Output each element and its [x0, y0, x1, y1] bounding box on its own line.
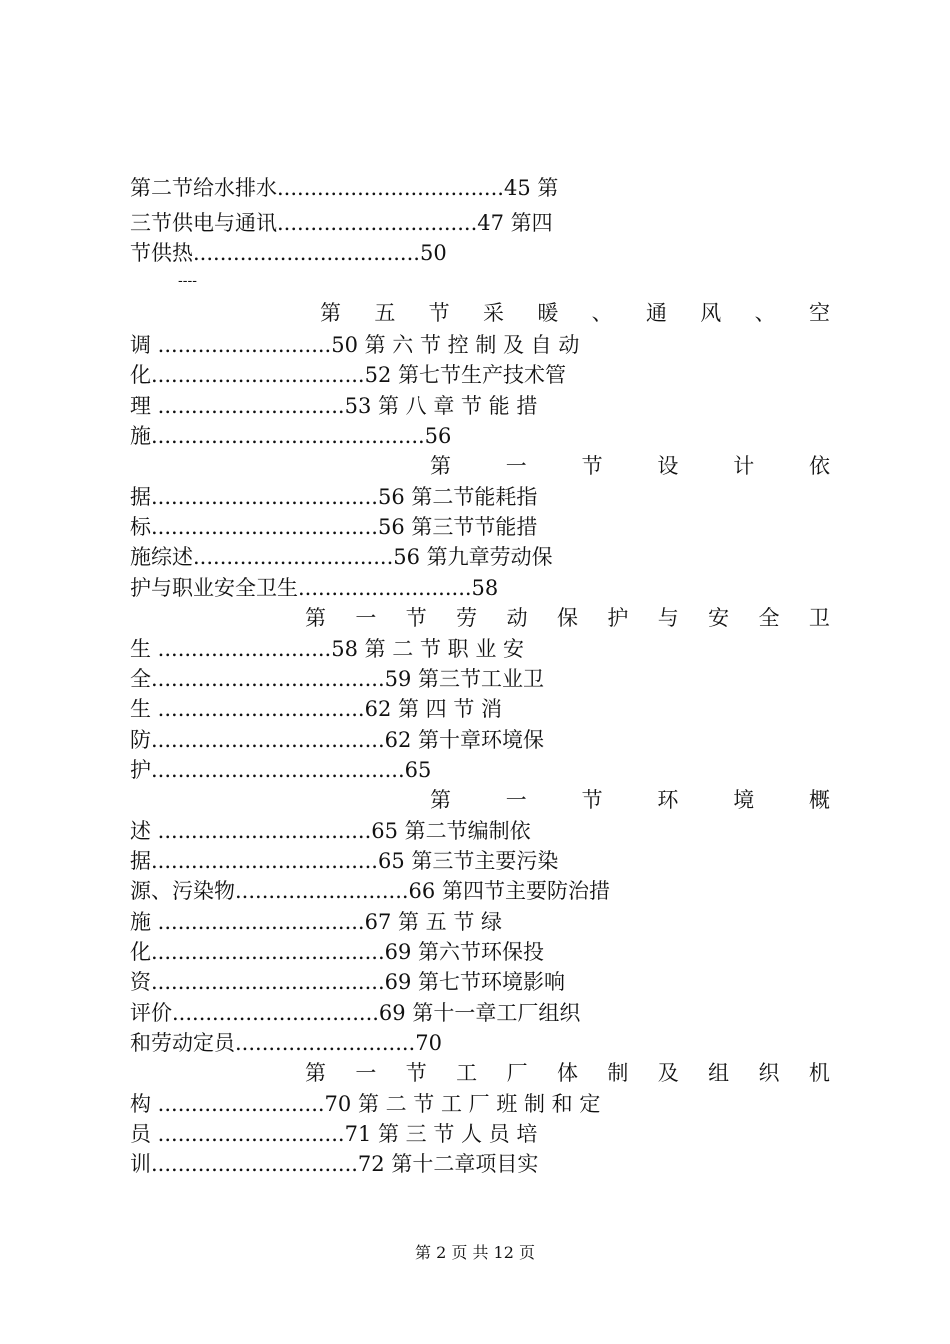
toc-line: 全...................................59 第三节工业卫	[130, 667, 545, 691]
toc-line: 评价...............................69 第十一章工厂组织	[130, 1001, 581, 1025]
toc-line: 训...............................72 第十二章项目实	[130, 1152, 539, 1176]
toc-line: 构 .........................70 第 二 节 工 厂 班 制 和 定	[130, 1092, 601, 1116]
toc-line: 生 ...............................62 第 四 节 消	[130, 697, 503, 721]
toc-line: 述 ................................65 第二节编制依	[130, 819, 531, 843]
toc-line: 护......................................65	[130, 758, 432, 782]
toc-line: 第 一 节 环 境 概	[430, 788, 830, 812]
toc-line: 和劳动定员...........................70	[130, 1031, 442, 1055]
toc-line: 生 ..........................58 第 二 节 职 业 安	[130, 637, 525, 661]
toc-line: 第 一 节 劳 动 保 护 与 安 全 卫	[305, 606, 830, 630]
toc-line: 据..................................56 第二节能耗指	[130, 485, 538, 509]
page-footer: 第 2 页 共 12 页	[415, 1243, 535, 1262]
toc-line: 化................................52 第七节生产技术管	[130, 363, 567, 387]
toc-line: 三节供电与通讯..............................47 第四	[130, 211, 553, 235]
toc-separator: ----	[178, 273, 197, 289]
toc-line: 护与职业安全卫生..........................58	[130, 576, 499, 600]
toc-line: 化...................................69 第六节环保投	[130, 940, 545, 964]
toc-line: 标..................................56 第三节节能措	[130, 515, 538, 539]
toc-line: 施.........................................56	[130, 424, 452, 448]
toc-line: 第 一 节 设 计 依	[430, 454, 830, 478]
toc-line: 源、污染物..........................66 第四节主要防治措	[130, 879, 610, 903]
toc-line: 资...................................69 第七节环境影响	[130, 970, 566, 994]
toc-line: 第 五 节 采 暖 、 通 风 、 空	[320, 301, 830, 325]
toc-line: 理 ............................53 第 八 章 节 能 措	[130, 394, 538, 418]
toc-line: 员 ............................71 第 三 节 人 员 培	[130, 1122, 538, 1146]
toc-line: 第 一 节 工 厂 体 制 及 组 织 机	[305, 1061, 830, 1085]
toc-line: 第二节给水排水..................................45 第	[130, 176, 559, 200]
toc-line: 施综述..............................56 第九章劳动保	[130, 545, 553, 569]
toc-line: 施 ...............................67 第 五 节 绿	[130, 910, 503, 934]
toc-line: 节供热..................................50	[130, 241, 447, 265]
toc-line: 调 ..........................50 第 六 节 控 制 及 自 动	[130, 333, 580, 357]
toc-line: 防...................................62 第十章环境保	[130, 728, 545, 752]
toc-line: 据..................................65 第三节主要污染	[130, 849, 559, 873]
